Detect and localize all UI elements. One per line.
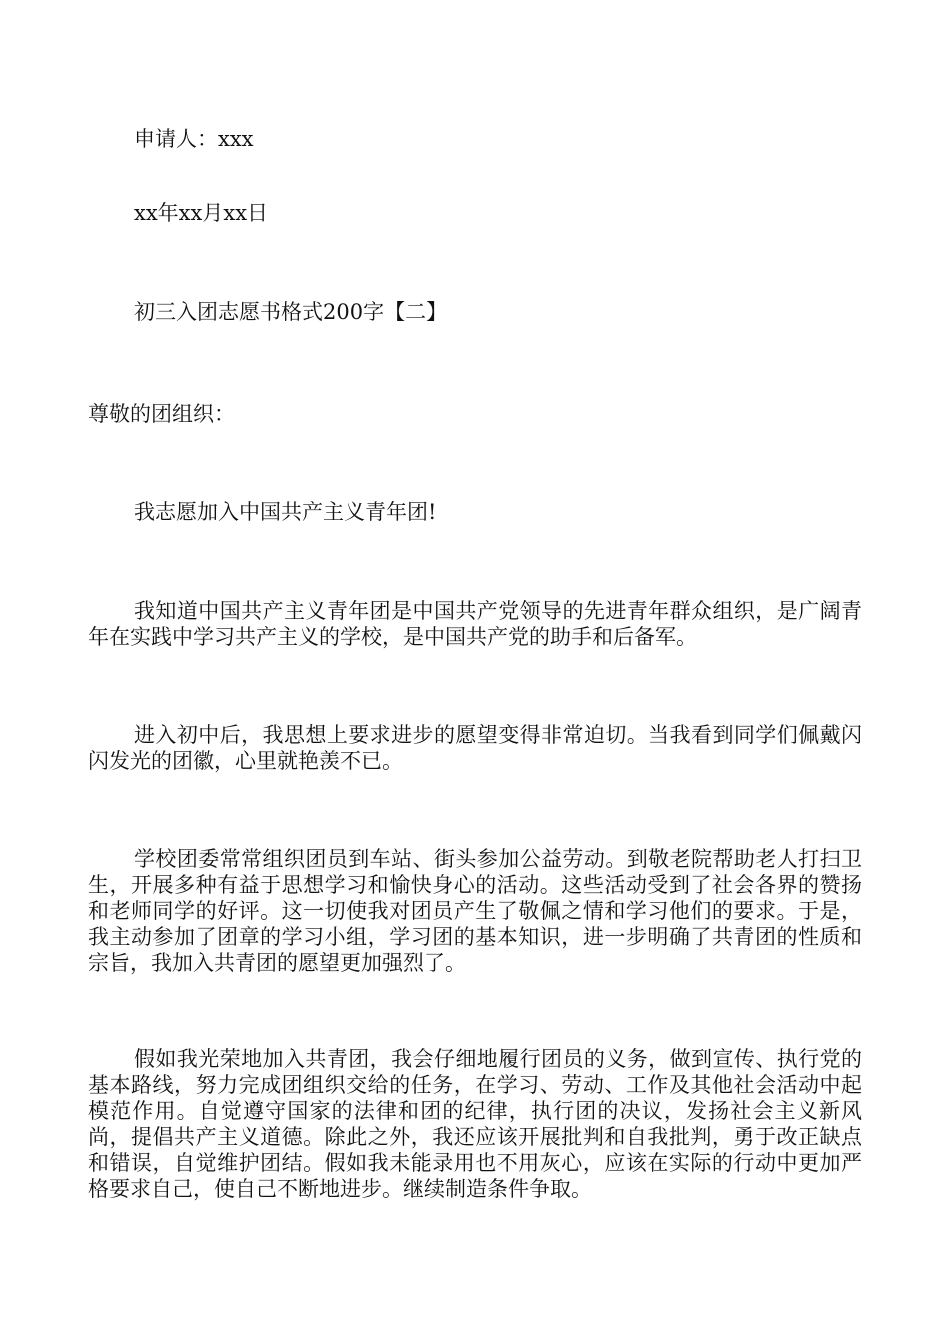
paragraph: 我知道中国共产主义青年团是中国共产党领导的先进青年群众组织，是广阔青年在实践中学习共产主义的学校，是中国共产党的助手和后备军。 — [88, 599, 862, 649]
date-line: xx年xx月xx日 — [134, 201, 269, 225]
paragraph: 学校团委常常组织团员到车站、街头参加公益劳动。到敬老院帮助老人打扫卫生，开展多种有益于思想学习和愉快身心的活动。这些活动受到了社会各界的赞扬和老师同学的好评。这一切使我对团员产生了敬佩之情和学习他们的要求。于是，我主动参加了团章的学习小组，学习团的基本知识，进一步明确了共青团的性质和宗旨，我加入共青团的愿望更加强烈了。 — [88, 847, 862, 975]
paragraph: 进入初中后，我思想上要求进步的愿望变得非常迫切。当我看到同学们佩戴闪闪发光的团徽，心里就艳羡不已。 — [88, 723, 862, 773]
salutation: 尊敬的团组织： — [88, 402, 235, 426]
section-title: 初三入团志愿书格式200字【二】 — [134, 300, 448, 324]
applicant-line: 申请人：xxx — [134, 127, 254, 151]
paragraph: 我志愿加入中国共产主义青年团! — [134, 500, 437, 524]
paragraph: 假如我光荣地加入共青团，我会仔细地履行团员的义务，做到宣传、执行党的基本路线，努力完成团组织交给的任务，在学习、劳动、工作及其他社会活动中起模范作用。自觉遵守国家的法律和团的纪律，执行团的决议，发扬社会主义新风尚，提倡共产主义道德。除此之外，我还应该开展批判和自我批判，勇于改正缺点和错误，自觉维护团结。假如我未能录用也不用灰心，应该在实际的行动中更加严格要求自己，使自己不断地进步。继续制造条件争取。 — [88, 1047, 862, 1201]
